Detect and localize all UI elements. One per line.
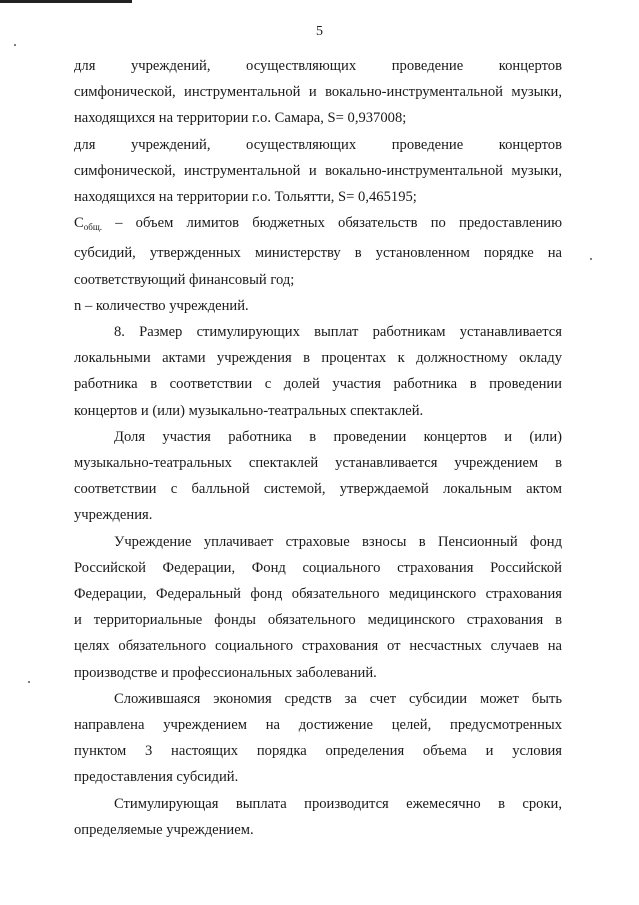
text-line: Доля участия работника в проведении концертов и (или) — [114, 428, 562, 445]
paragraph-p2 — [74, 132, 562, 211]
text-line: работника в соответствии с долей участия работника в проведении — [74, 376, 562, 393]
text-line: определяемые учреждением. — [74, 821, 254, 838]
text-line: для учреждений, осуществляющих проведение концертов — [74, 58, 562, 74]
scan-edge-rule — [0, 0, 132, 3]
text-line: локальными актами учреждения в процентах к должностному окладу — [74, 350, 562, 367]
text-line: субсидий, утвержденных министерству в установленном порядке на — [74, 245, 562, 262]
text-line: целях обязательного социального страхования от несчастных случаев на — [74, 638, 562, 655]
paragraph-p1 — [74, 53, 562, 132]
text-line: Сложившаяся экономия средств за счет субсидии может быть — [114, 690, 562, 707]
page-number: 5 — [316, 24, 323, 39]
text-line: n – количество учреждений. — [74, 297, 249, 314]
paragraph-p8 — [74, 686, 562, 791]
text-line: 8. Размер стимулирующих выплат работникам устанавливается — [114, 324, 562, 341]
text-line: направлена учреждением на достижение целей, предусмотренных — [74, 717, 562, 734]
scan-speck — [590, 258, 592, 260]
scan-speck — [14, 44, 16, 46]
text-line: Федерации, Федеральный фонд обязательного медицинского страхования — [74, 586, 562, 603]
text-line: пунктом 3 настоящих порядка определения объема и условия — [74, 743, 562, 760]
text-line: находящихся на территории г.о. Тольятти, S= 0,465195; — [74, 189, 417, 206]
document-body — [74, 53, 562, 843]
text-line: предоставления субсидий. — [74, 769, 239, 786]
paragraph-p6 — [74, 424, 562, 529]
paragraph-p3 — [74, 210, 562, 293]
formula-subscript: общ. — [83, 222, 102, 233]
text-line: Учреждение уплачивает страховые взносы в Пенсионный фонд — [114, 533, 562, 550]
text-line: производстве и профессиональных заболеваний. — [74, 664, 377, 681]
text-line: находящихся на территории г.о. Самара, S= 0,937008; — [74, 110, 407, 127]
formula-symbol: С — [74, 215, 84, 232]
text-line: симфонической, инструментальной и вокально-инструментальной музыки, — [74, 162, 562, 179]
text-line: для учреждений, осуществляющих проведение концертов — [74, 136, 562, 153]
text-line: учреждения. — [74, 507, 153, 524]
text-line: соответствии с балльной системой, утверждаемой локальным актом — [74, 481, 562, 498]
paragraph-p4 — [74, 293, 562, 319]
text-line: музыкально-театральных спектаклей устанавливается учреждением в — [74, 455, 562, 472]
text-line: $С_{общ.}$ – объем лимитов бюджетных обязательств по предоставлению — [74, 215, 562, 233]
text-line: симфонической, инструментальной и вокально-инструментальной музыки, — [74, 84, 562, 101]
text-line: соответствующий финансовый год; — [74, 271, 295, 288]
text-line: концертов и (или) музыкально-театральных спектаклей. — [74, 402, 424, 419]
scan-speck — [28, 681, 30, 683]
paragraph-p7 — [74, 529, 562, 686]
paragraph-p9 — [74, 791, 562, 843]
text-line: Стимулирующая выплата производится ежемесячно в сроки, — [114, 795, 562, 812]
text-line: и территориальные фонды обязательного медицинского страхования в — [74, 612, 562, 629]
text-line: Российской Федерации, Фонд социального страхования Российской — [74, 559, 562, 576]
paragraph-p5 — [74, 319, 562, 424]
